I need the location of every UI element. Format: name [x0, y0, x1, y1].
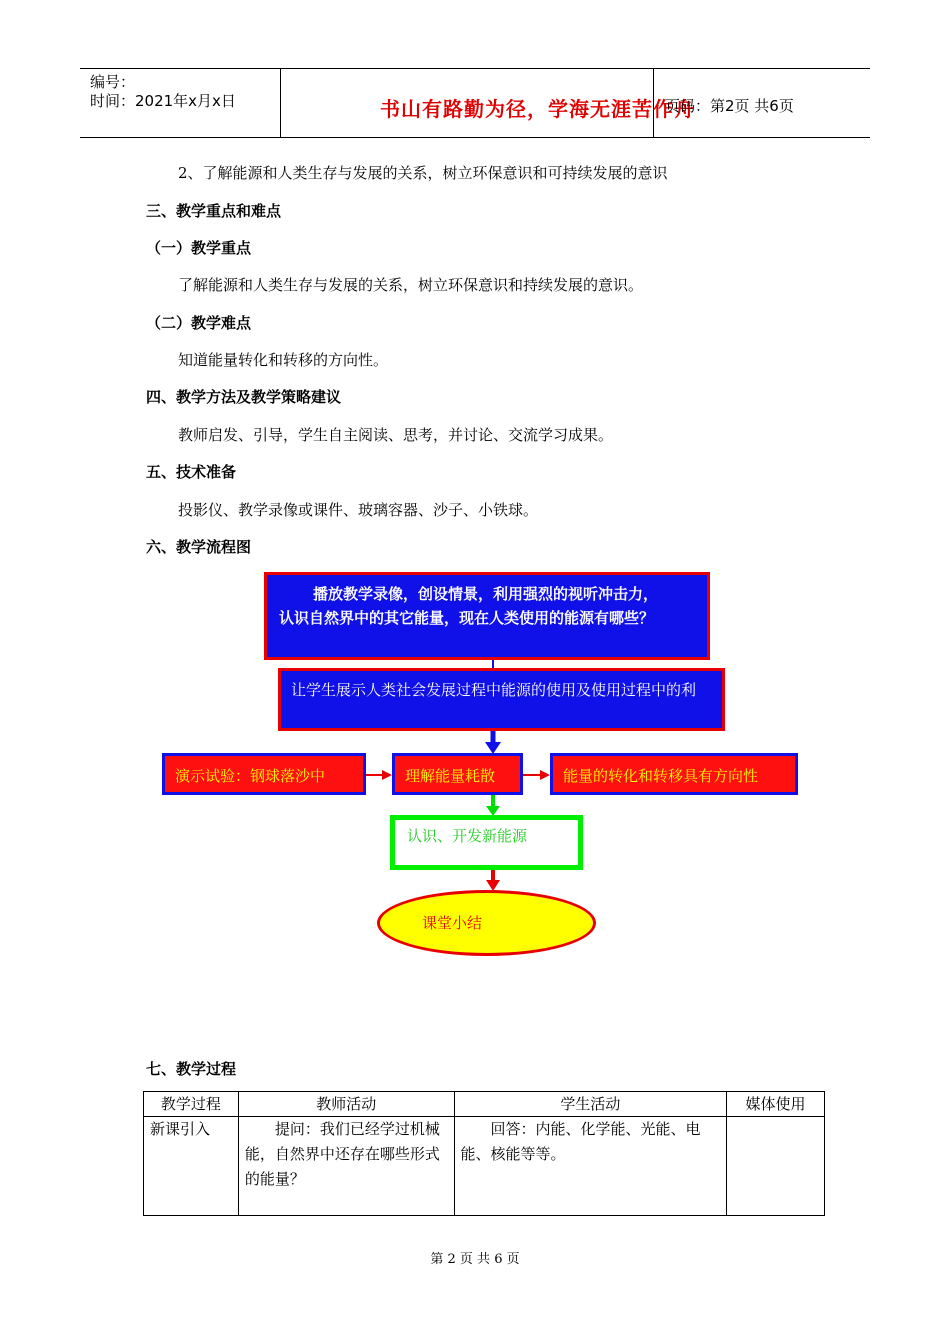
section-3-title: 三、教学重点和难点 [146, 202, 282, 220]
flow-box-experiment-label: 演示试验：钢球落沙中 [175, 767, 326, 785]
section-6-title: 六、教学流程图 [146, 538, 252, 556]
header-time: 时间：2021年x月x日 [90, 92, 236, 110]
teaching-process-table [143, 1091, 825, 1216]
page-footer: 第 2 页 共 6 页 [430, 1252, 520, 1267]
table-header-cell: 教师活动 [238, 1092, 454, 1117]
section-5-title: 五、技术准备 [146, 463, 237, 481]
section-3-1-text: 了解能源和人类生存与发展的关系，树立环保意识和持续发展的意识。 [178, 276, 644, 294]
table-header-row [144, 1092, 825, 1117]
flow-box-dissipation-label: 理解能量耗散 [405, 767, 496, 785]
flow-box-video-line1: 播放教学录像，创设情景，利用强烈的视听冲击力， [313, 585, 659, 603]
flow-box-video-line2: 认识自然界中的其它能量，现在人类使用的能源有哪些？ [279, 609, 655, 627]
flow-box-students-present [278, 668, 725, 731]
table-cell-teacher: 提问：我们已经学过机械能，自然界中还存在哪些形式的能量？ [238, 1117, 454, 1216]
section-4-title: 四、教学方法及教学策略建议 [146, 388, 342, 406]
flow-ellipse-summary-label: 课堂小结 [422, 914, 483, 932]
header-motto: 书山有路勤为径，学海无涯苦作舟 [380, 97, 695, 121]
section-4-text: 教师启发、引导，学生自主阅读、思考，并讨论、交流学习成果。 [178, 426, 614, 444]
flow-box-students-present-label: 让学生展示人类社会发展过程中能源的使用及使用过程中的利 [291, 681, 697, 699]
arrow-3-4-head [382, 770, 392, 780]
flow-box-new-energy [390, 815, 583, 870]
flow-ellipse-summary [377, 890, 596, 956]
header-page-info: 页码：第2页 共6页 [665, 97, 794, 115]
section-5-text: 投影仪、教学录像或课件、玻璃容器、沙子、小铁球。 [178, 501, 539, 519]
arrow-4-5-head [540, 770, 550, 780]
flow-box-experiment [162, 753, 366, 795]
table-row [144, 1117, 825, 1216]
flow-box-direction-label: 能量的转化和转移具有方向性 [563, 767, 759, 785]
flow-box-video [264, 572, 710, 660]
header-number: 编号： [90, 73, 136, 91]
table-cell-stage: 新课引入 [144, 1117, 239, 1216]
section-7-title: 七、教学过程 [146, 1060, 237, 1078]
section-3-2-title: （二）教学难点 [146, 314, 252, 332]
table-header-cell: 媒体使用 [727, 1092, 825, 1117]
section-3-2-text: 知道能量转化和转移的方向性。 [178, 351, 389, 369]
table-cell-student: 回答：内能、化学能、光能、电能、核能等等。 [454, 1117, 727, 1216]
section-3-1-title: （一）教学重点 [146, 239, 252, 257]
table-header-cell: 学生活动 [454, 1092, 727, 1117]
flow-box-new-energy-label: 认识、开发新能源 [407, 827, 528, 845]
flow-box-dissipation [392, 753, 523, 795]
table-cell-media [727, 1117, 825, 1216]
flow-box-direction [550, 753, 798, 795]
table-header-cell: 教学过程 [144, 1092, 239, 1117]
goal-2: 2、了解能源和人类生存与发展的关系，树立环保意识和可持续发展的意识 [178, 164, 668, 182]
